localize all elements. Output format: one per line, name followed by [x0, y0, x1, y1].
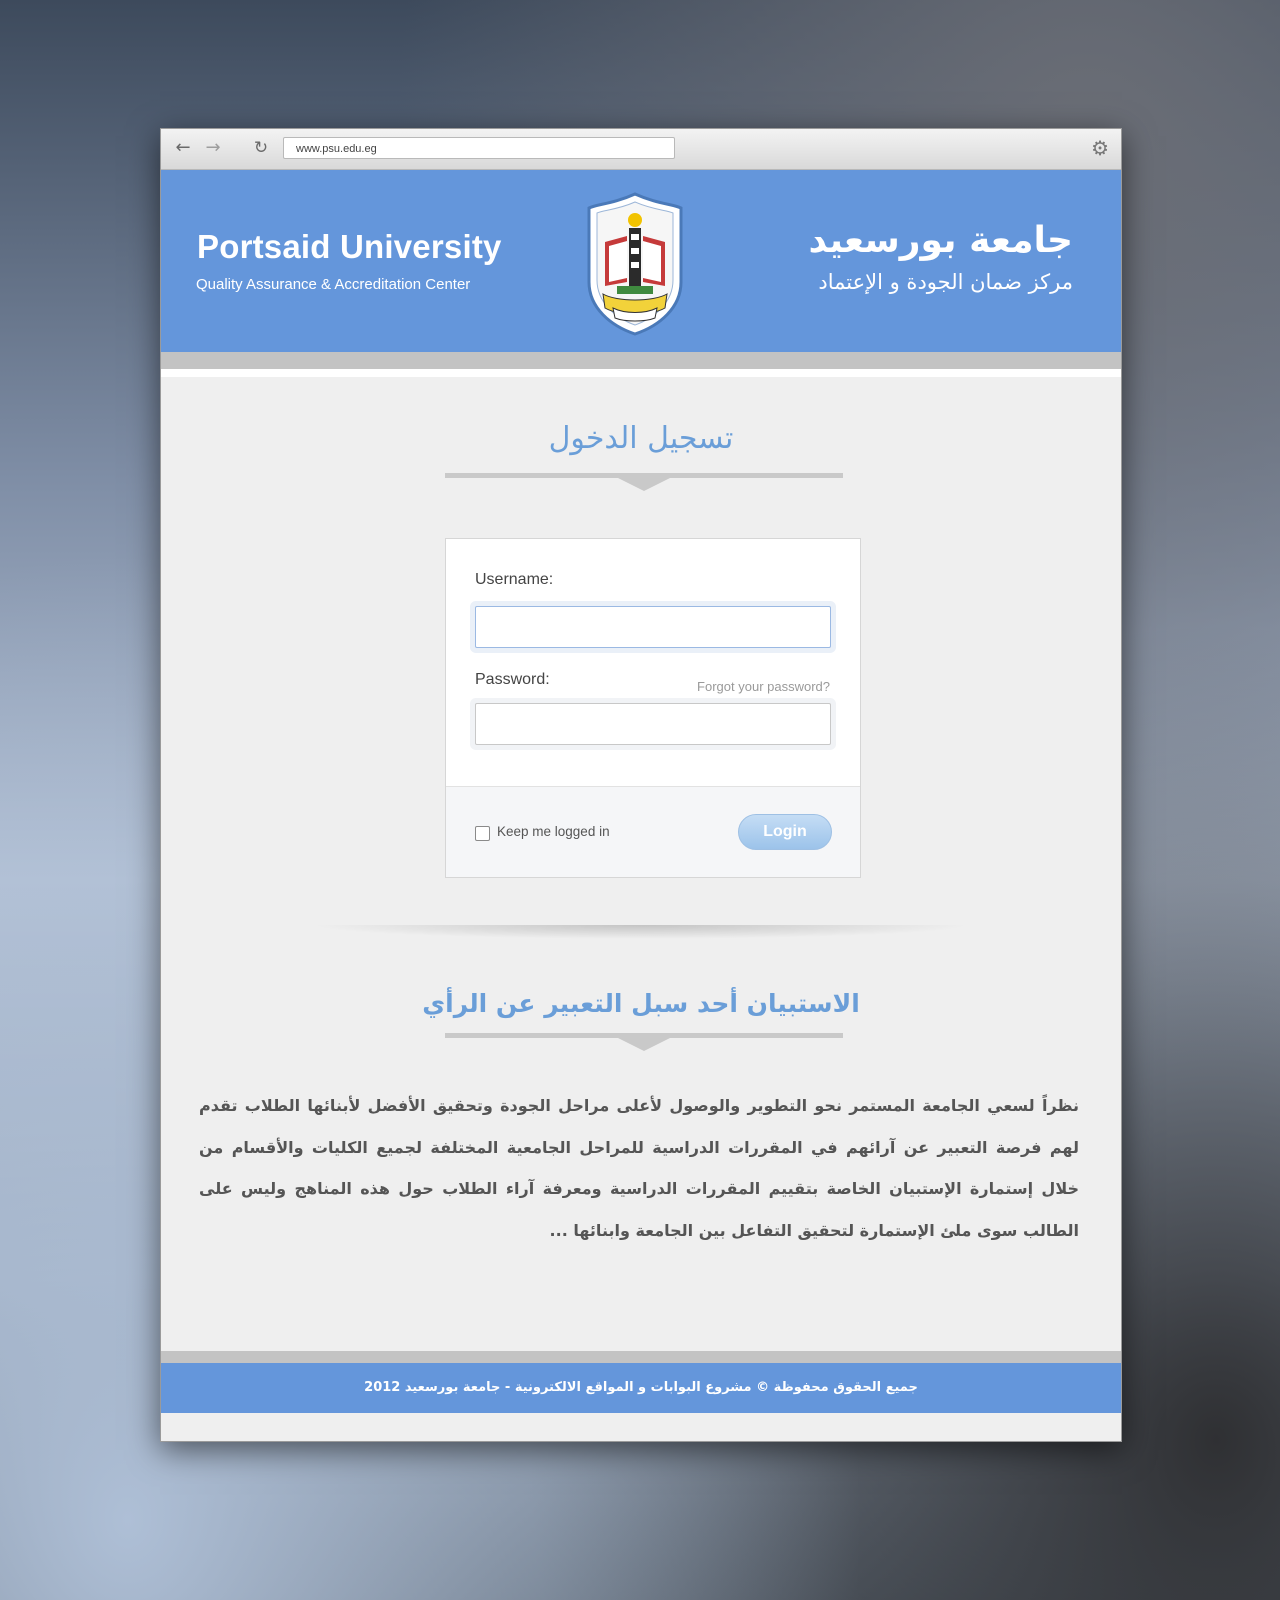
footer-divider-band: [161, 1351, 1121, 1363]
survey-heading: الاستبيان أحد سبل التعبير عن الرأي: [422, 989, 860, 1018]
username-label: Username:: [475, 571, 554, 588]
username-field[interactable]: [475, 606, 831, 648]
center-name-en: Quality Assurance & Accreditation Center: [196, 276, 471, 293]
browser-window: [160, 128, 1122, 1442]
university-name-en: Portsaid University: [197, 228, 502, 265]
password-field[interactable]: [475, 703, 831, 745]
site-header: [161, 170, 1121, 352]
survey-description: نظراً لسعي الجامعة المستمر نحو التطوير والوصول لأعلى مراحل الجودة وتحقيق الأفضل لأبنائها الطلاب تقدم لهم فرصة التعبير عن آرائهم في المقررات الدراسية للمراحل الجامعية المختلفة لجميع الكليات والأقسام من خلال إستمارة الإستبيان الخاصة بتقييم المقررات الدراسية ومعرفة آراء الطلاب حول هذه المناهج وليس على الطالب سوى ملئ الإستمارة لتحقيق التفاعل بين الجامعة وابنائها ...: [199, 1096, 1079, 1240]
arrow-left-icon[interactable]: ←: [175, 137, 191, 158]
password-label: Password:: [475, 671, 550, 688]
center-name-ar: مركز ضمان الجودة و الإعتماد: [818, 270, 1073, 294]
arrow-right-icon[interactable]: →: [205, 137, 221, 158]
gear-icon[interactable]: ⚙: [1091, 136, 1109, 160]
university-name-ar: جامعة بورسعيد: [808, 220, 1073, 261]
university-logo: [587, 190, 683, 336]
login-form: [445, 538, 861, 878]
keep-logged-in-checkbox[interactable]: [475, 826, 490, 841]
reload-icon[interactable]: ↻: [253, 138, 269, 158]
login-button[interactable]: Login: [738, 814, 832, 850]
survey-heading-divider: [445, 1033, 843, 1038]
address-bar[interactable]: www.psu.edu.eg: [283, 137, 675, 159]
site-footer: جميع الحقوق محفوظة © مشروع البوابات و المواقع الالكترونية - جامعة بورسعيد 2012: [161, 1363, 1121, 1413]
login-heading-divider: [445, 473, 843, 478]
login-form-footer: [446, 786, 860, 877]
section-separator: [311, 925, 971, 939]
browser-toolbar: [161, 129, 1121, 170]
header-white-strip: [161, 369, 1121, 377]
keep-logged-in-label[interactable]: Keep me logged in: [497, 824, 610, 839]
header-divider-band: [161, 352, 1121, 369]
login-heading: تسجيل الدخول: [548, 421, 734, 456]
forgot-password-link[interactable]: Forgot your password?: [697, 679, 830, 694]
